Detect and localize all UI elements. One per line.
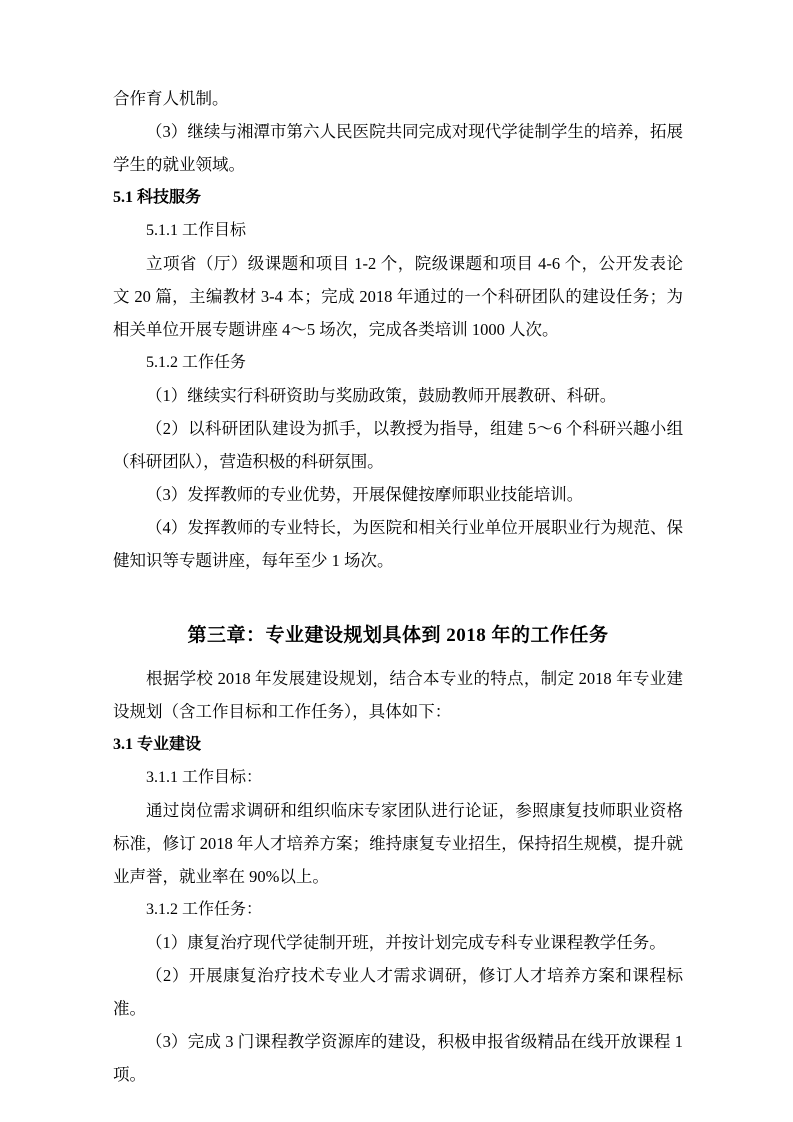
paragraph-line-continuation: 合作育人机制。: [113, 89, 229, 108]
chapter-3-title: 第三章：专业建设规划具体到 2018 年的工作任务: [187, 625, 609, 646]
heading-3-1: 3.1 专业建设: [113, 736, 202, 753]
paragraph-task-5-1-2-3: （3）发挥教师的专业优势，开展保健按摩师职业技能培训。: [146, 485, 584, 504]
paragraph-task-3-1-2-3: （3）完成 3 门课程教学资源库的建设，积极申报省级精品在线开放课程 1 项。: [113, 1032, 683, 1084]
heading-5-1-1: 5.1.1 工作目标: [146, 222, 247, 239]
paragraph-task-5-1-2-1: （1）继续实行科研资助与奖励政策，鼓励教师开展教研、科研。: [146, 386, 617, 405]
paragraph-task-3-1-2-1: （1）康复治疗现代学徒制开班，并按计划完成专科专业课程教学任务。: [146, 933, 666, 952]
paragraph-3-1-1-body: 通过岗位需求调研和组织临床专家团队进行论证，参照康复技师职业资格标准，修订 2018 年人才培养方案；维持康复专业招生，保持招生规模，提升就业声誉，就业率在 90%以上。: [113, 801, 683, 886]
heading-5-1-2: 5.1.2 工作任务: [146, 354, 247, 371]
paragraph-chapter-3-intro: 根据学校 2018 年发展建设规划，结合本专业的特点，制定 2018 年专业建设规划（含工作目标和工作任务），具体如下：: [113, 669, 683, 721]
heading-5-1: 5.1 科技服务: [113, 189, 202, 206]
paragraph-task-5-1-2-4: （4）发挥教师的专业特长，为医院和相关行业单位开展职业行为规范、保健知识等专题讲座，每年至少 1 场次。: [113, 518, 683, 570]
heading-3-1-2: 3.1.2 工作任务：: [146, 901, 263, 918]
paragraph-task-5-1-2-2: （2）以科研团队建设为抓手，以教授为指导，组建 5～6 个科研兴趣小组（科研团队），营造积极的科研氛围。: [113, 419, 683, 471]
paragraph-item-3-hospital: （3）继续与湘潭市第六人民医院共同完成对现代学徒制学生的培养，拓展学生的就业领域。: [113, 122, 683, 174]
paragraph-task-3-1-2-2: （2）开展康复治疗技术专业人才需求调研，修订人才培养方案和课程标准。: [113, 966, 683, 1018]
paragraph-5-1-1-body: 立项省（厅）级课题和项目 1-2 个，院级课题和项目 4-6 个，公开发表论文 20 篇，主编教材 3-4 本；完成 2018 年通过的一个科研团队的建设任务；为相关单位开展专题讲座 4～5 场次，完成各类培训 1000 人次。: [113, 254, 683, 339]
page-content: [113, 82, 683, 1091]
section-spacer: [113, 577, 683, 591]
heading-3-1-1: 3.1.1 工作目标：: [146, 769, 263, 786]
